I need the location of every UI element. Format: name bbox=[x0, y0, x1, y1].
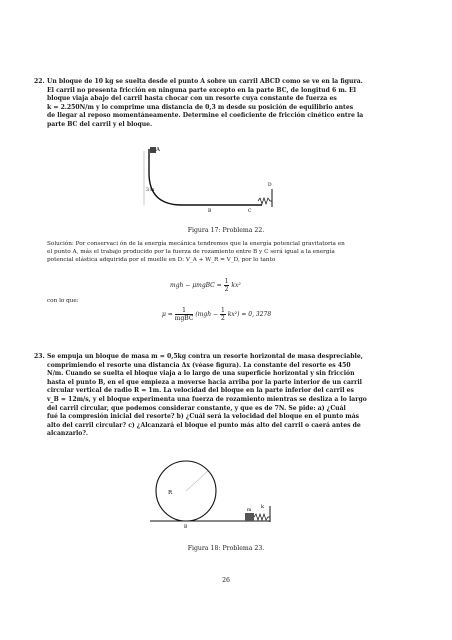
equation-right: kx² bbox=[231, 282, 241, 289]
text-line: alcanzarlo?. bbox=[47, 430, 89, 438]
radius-line bbox=[186, 471, 208, 491]
equation-right: kx²) = 0, 3278 bbox=[227, 311, 272, 318]
text-line: k = 2.250N/m y lo comprime una distancia de 0,3 m desde su posición de equilibrio antes bbox=[47, 103, 354, 111]
text-line: Se empuja un bloque de masa m = 0,5kg contra un resorte horizontal de masa despreciable, bbox=[47, 353, 363, 360]
text-line: v_B = 12m/s, y el bloque experimenta una fuerza de rozamiento mientras se desliza a lo largo bbox=[47, 395, 367, 403]
figure-18-loop-diagram bbox=[150, 458, 280, 528]
text-line: N/m. Cuando se suelta el bloque viaja a lo largo de una superficie horizontal y sin fricción bbox=[47, 370, 355, 378]
con-lo-que: con lo que: bbox=[47, 298, 79, 304]
label-a: A bbox=[156, 147, 160, 153]
label-k: k bbox=[261, 504, 265, 510]
text-line: fué la compresión inicial del resorte? b) ¿Cuál será la velocidad del bloque en el punto más bbox=[47, 413, 360, 421]
solution-text bbox=[47, 240, 420, 265]
spring bbox=[254, 514, 270, 520]
label-height: 3 m bbox=[146, 188, 155, 193]
text-line: hasta el punto B, en el que empieza a moverse hacia arriba por la parte interior de un carril bbox=[47, 378, 362, 386]
label-m: m bbox=[247, 508, 252, 513]
text-line: circular vertical de radio R = 1m. La velocidad del bloque en la parte inferior del carril es bbox=[47, 387, 354, 395]
track-curve bbox=[149, 149, 262, 205]
text-line: comprimiendo el resorte una distancia Δx (véase figura). La constante del resorte es 450 bbox=[47, 361, 351, 369]
problem-text bbox=[47, 353, 420, 439]
text-line: bloque viaja abajo del carril hasta chocar con un resorte cuya constante de fuerza es bbox=[47, 95, 337, 103]
spring bbox=[258, 198, 272, 204]
problem-22 bbox=[34, 78, 420, 130]
fraction: $\frac{1}{2}$ bbox=[224, 278, 229, 293]
fraction: $\frac{1}{\text{mgBC}}$ bbox=[174, 307, 194, 322]
text-line: alto del carril circular? c) ¿Alcanzará el bloque el punto más alto del carril o caerá antes de bbox=[47, 421, 361, 429]
label-d: D bbox=[268, 183, 272, 188]
problem-number: 22. bbox=[34, 78, 45, 85]
problem-number: 23. bbox=[34, 353, 45, 360]
text-line: El carril no presenta fricción en ninguna parte excepto en la parte BC, de longitud 6 m. El bbox=[47, 86, 356, 94]
figure-18-caption: Figura 18: Problema 23. bbox=[187, 545, 265, 552]
label-b: B bbox=[208, 209, 212, 213]
text-line: del carril circular, que podemos considerar constante, y que es de 7N. Se pide: a) ¿Cuál bbox=[47, 404, 346, 412]
fraction: $\frac{1}{2}$ bbox=[220, 307, 225, 322]
block-m bbox=[245, 513, 254, 521]
text-line: Un bloque de 10 kg se suelta desde el punto A sobre un carril ABCD como se ve en la figura. bbox=[47, 78, 363, 85]
text-line: potencial elástica adquirida por el muelle en D: V_A + W_R = V_D, por lo tanto bbox=[47, 257, 276, 264]
label-c: C bbox=[248, 209, 252, 213]
text-line: de llegar al reposo momentáneamente. Determine el coeficiente de fricción cinético entre la bbox=[47, 112, 364, 120]
page-number: 26 bbox=[222, 577, 230, 584]
text-line: parte BC del carril y el bloque. bbox=[47, 120, 153, 128]
equation-mu bbox=[162, 307, 271, 322]
equation-left: mgh − μmgBC = bbox=[170, 282, 222, 289]
equation-left: μ = bbox=[162, 311, 173, 318]
problem-23 bbox=[34, 353, 420, 439]
text-line: Solución: Por conservaci ón de la energía mecánica tendremos que la energía potencial gravitatoria en bbox=[47, 241, 345, 247]
figure-17-caption: Figura 17: Problema 22. bbox=[187, 227, 265, 234]
label-b: B bbox=[184, 525, 188, 528]
label-r: R bbox=[168, 490, 173, 496]
figure-17-track-diagram bbox=[140, 143, 290, 213]
equation-energy bbox=[170, 278, 241, 293]
text-line: el punto A, más el trabajo producido por la fuerza de rozamiento entre B y C será igual a la energía bbox=[47, 249, 335, 256]
equation-mid: (mgh − bbox=[195, 311, 219, 318]
problem-text bbox=[47, 78, 420, 130]
